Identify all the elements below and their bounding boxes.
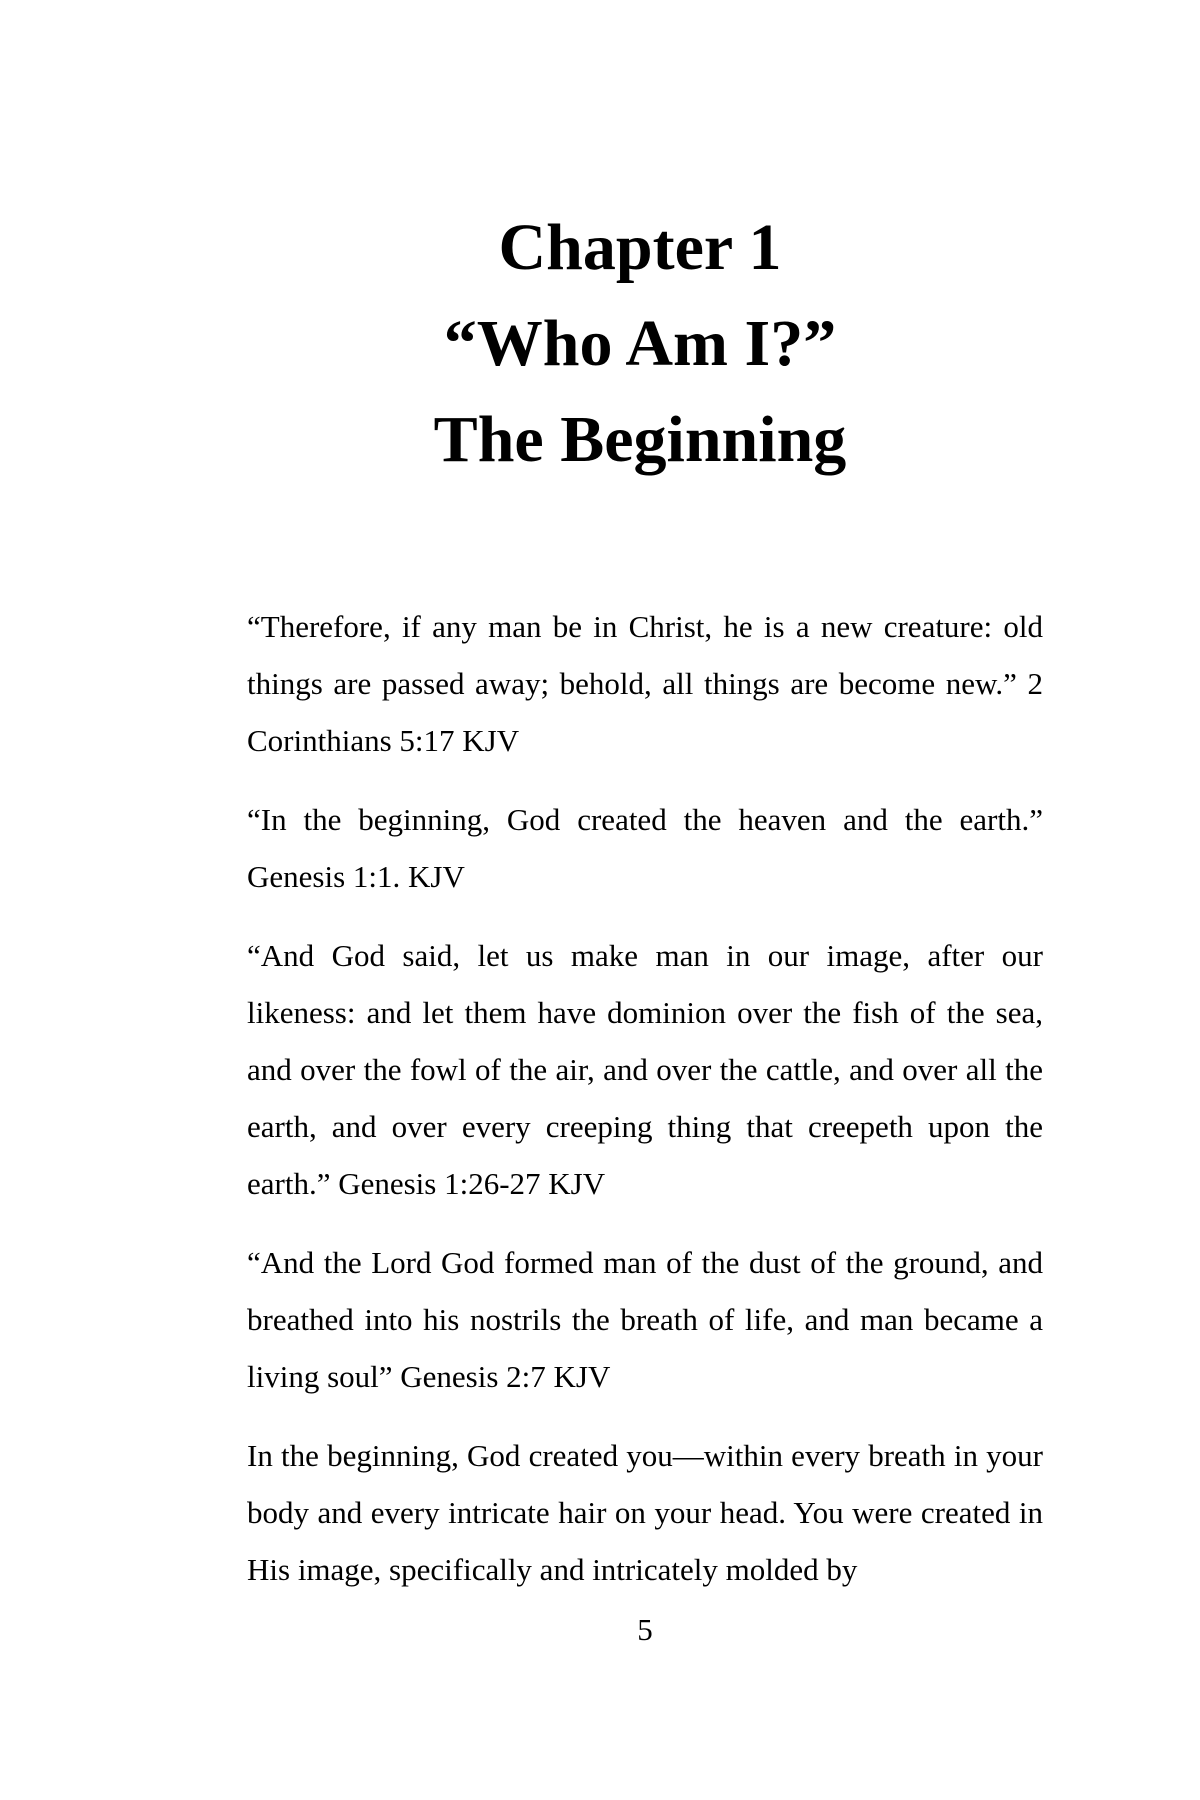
paragraph-body: In the beginning, God created you—within every breath in your body and every intricate hair on your head. You were created in His image, specifically and intricately molded by — [247, 1438, 1043, 1587]
chapter-title: “Who Am I?” — [443, 307, 837, 380]
page-number: 5 — [637, 1612, 653, 1647]
chapter-heading — [0, 200, 1200, 488]
paragraph-scripture-genesis-1-1: “In the beginning, God created the heaven and the earth.” Genesis 1:1. KJV — [247, 802, 1043, 894]
body-text — [247, 598, 1043, 1620]
paragraph-scripture-genesis-1-26: “And God said, let us make man in our image, after our likeness: and let them have dominion over the fish of the sea, and over the fowl of the air, and over the cattle, and over all the earth, and over every creeping thing that creepeth upon the earth.” Genesis 1:26-27 KJV — [247, 938, 1043, 1201]
paragraph-scripture-2-corinthians: “Therefore, if any man be in Christ, he is a new creature: old things are passed away; behold, all things are become new.” 2 Corinthians 5:17 KJV — [247, 609, 1043, 758]
chapter-number: Chapter 1 — [498, 211, 782, 284]
chapter-subtitle: The Beginning — [433, 403, 847, 476]
paragraph-scripture-genesis-2-7: “And the Lord God formed man of the dust of the ground, and breathed into his nostrils the breath of life, and man became a living soul” Genesis 2:7 KJV — [247, 1245, 1043, 1394]
